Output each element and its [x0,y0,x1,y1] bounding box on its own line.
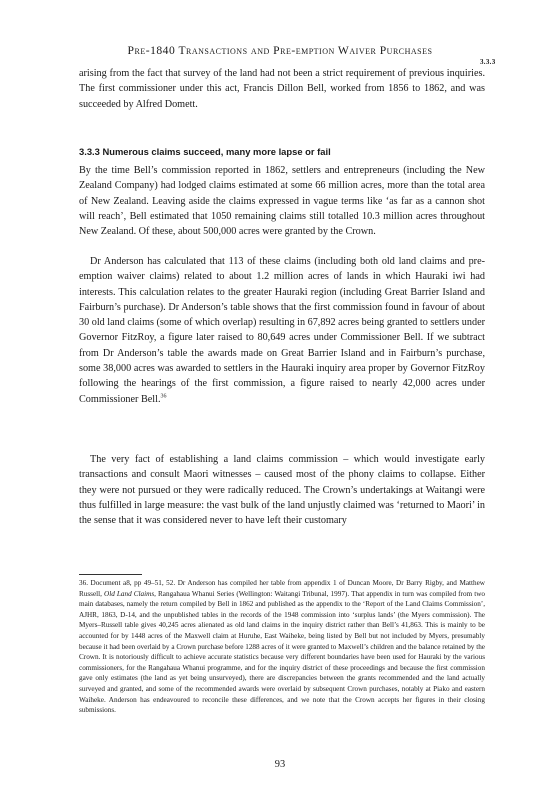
footnote-marker[interactable]: 36 [160,393,167,400]
section-number: 3.3.3 [480,58,496,66]
body-paragraph-3: The very fact of establishing a land claims commission – which would investigate early transactions and consult Maori witnesses – caused most of the phony claims to collapse. Either they were not pursued or they were radically reduced. The Crown’s undertakings at Waitangi were thus fulfilled in large measure: the vast bulk of the land unjustly claimed was ‘returned to Maori’ in the sense that it was considered never to have left their customary [79,454,485,527]
section-heading: 3.3.3 Numerous claims succeed, many more lapse or fail [79,146,331,157]
page-number: 93 [274,759,286,770]
body-paragraph-2 [79,254,485,407]
footnote-36 [79,578,485,716]
body-paragraph-1: By the time Bell’s commission reported in 1862, settlers and entrepreneurs (including the New Zealand Company) had lodged claims estimated at some 66 million acres, more than the total area of New Zealand. Leaving aside the claims expressed in vague terms like ‘as far as a cannon shot will reach’, Bell estimated that 1050 remaining claims still totalled 10.3 million acres throughout New Zealand. Of these, about 500,000 acres were granted by the Crown. [79,165,485,238]
running-head: Pre-1840 Transactions and Pre-emption Waiver Purchases [127,44,433,57]
footnote-rule [79,574,142,575]
footnote-book-title: Old Land Claims [104,589,155,598]
footnote-text-part1: 36. Document a8, pp 49–51, 52. Dr Anderson has compiled her table from appendix 1 of Duncan Moore, Dr Barry Rigby, and Matthew Russell, [79,579,485,598]
paragraph-2-text: Dr Anderson has calculated that 113 of these claims (including both old land claims and pre-emption waiver claims) related to about 1.2 million acres of lands in which Hauraki iwi had interests. This calculation relates to the greater Hauraki region (including Great Barrier Island and Fairburn’s purchase). Dr Anderson’s table shows that the first commission found in favour of about 30 old land claims (some of which overlap) resulting in 67,892 acres being granted to settlers under Governor FitzRoy, a figure later raised to 80,649 acres under Commissioner Bell. If we subtract from Dr Anderson’s table the awards made on Great Barrier Island and in Fairburn’s purchase, some 38,000 acres was awarded to settlers in the Hauraki inquiry area proper by Governor FitzRoy following the hearings of the first commission, a figure raised to nearly 42,000 acres under Commissioner Bell. [79,256,485,405]
continuation-paragraph: arising from the fact that survey of the land had not been a strict requirement of previous inquiries. The first commissioner under this act, Francis Dillon Bell, worked from 1856 to 1862, and was succeeded by Alfred Domett. [79,68,485,110]
footnote-text-part2: , Rangahaua Whanui Series (Wellington: Waitangi Tribunal, 1997). That appendix in turn was compiled from two main databases, namely the return compiled by Bell in 1862 and published as the appendix to the ‘Report of the Land Claims Commission’, AJHR, 1863, D-14, and the unpublished tables in the records of the 1948 commission into ‘surplus lands’ (the Myers commission). The Myers–Russell table gives 40,245 acres alienated as old land claims in the inquiry district rather than Bell’s 41,863. This is mainly to be accounted for by 1448 acres of the Maxwell claim at Huruhe, East Waiheke, being listed by Bell but not included by Myers, presumably because it had been overlaid by a Crown purchase before 1288 acres of it were granted to Maxwell’s children and the balance retained by the Crown. It is notoriously difficult to achieve accurate statistics because very different boundaries have been used for Hauraki by the various commissioners, for the Rangahaua Whanui programme, and for the inquiry district of these proceedings and because the first commission gave only estimates (the land as yet being unsurveyed), there are discrepancies between the grants recommended and the land actually surveyed and granted, and some of the recommended awards were overlaid by subsequent Crown purchases, notably at Piako and eastern Waiheke. Anderson has endeavoured to reconcile these differences, and we note that the Crown accepts her figures in their closing submissions. [79,589,485,715]
